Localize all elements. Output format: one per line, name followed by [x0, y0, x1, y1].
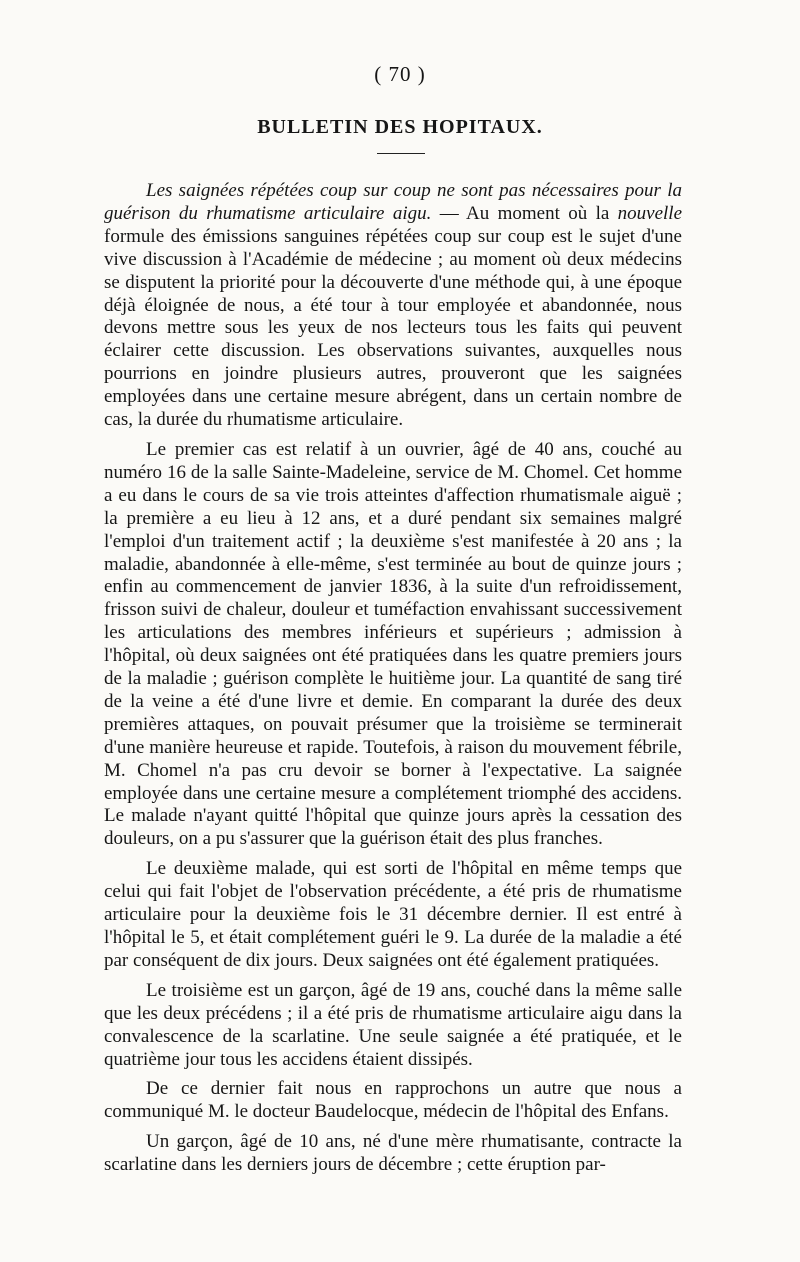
article-lead-title: Les saignées répétées coup sur coup ne sont pas nécessaires pour la guérison du rhumatisme articulaire aigu. — [104, 180, 682, 224]
paragraph-1-emphasis: nouvelle — [617, 202, 682, 224]
paragraph-1-text: formule des émissions sanguines répétées coup sur coup est le sujet d'une vive discussion à l'Académie de médecine ; au moment où deux médecins se disputent la priorité pour la découverte d'une méthode qui, à une époque déjà éloignée de nous, a été tour à tour employée et abandonnée, nous devons mettre sous les yeux de nos lecteurs tous les faits qui peuvent éclairer cette discussion. Les observations suivantes, auxquelles nous pourrions en joindre plusieurs autres, prouveront que les saignées employées dans une certaine mesure abrégent, dans un certain nombre de cas, la durée du rhumatisme articulaire. — [104, 225, 682, 431]
paragraph-4: Le troisième est un garçon, âgé de 19 ans, couché dans la même salle que les deux précédens ; il a été pris de rhumatisme articulaire aigu dans la convalescence de la scarlatine. Une seule saignée a été pratiquée, et le quatrième jour tous les accidens étaient dissipés. — [104, 979, 682, 1070]
page-number: ( 70 ) — [374, 62, 426, 86]
section-rule — [377, 153, 425, 154]
running-head: BULLETIN DES HOPITAUX. — [257, 116, 543, 138]
paragraph-1 — [104, 180, 682, 432]
article-body — [104, 180, 682, 1184]
paragraph-3: Le deuxième malade, qui est sorti de l'hôpital en même temps que celui qui fait l'objet de l'observation précédente, a été pris de rhumatisme articulaire pour la deuxième fois le 31 décembre dernier. Il est entré à l'hôpital le 5, et était complétement guéri le 9. La durée de la maladie a été par conséquent de dix jours. Deux saignées ont été également pratiquées. — [104, 858, 682, 971]
paragraph-6: Un garçon, âgé de 10 ans, né d'une mère rhumatisante, contracte la scarlatine dans les derniers jours de décembre ; cette éruption par- — [104, 1131, 682, 1176]
paragraph-2: Le premier cas est relatif à un ouvrier, âgé de 40 ans, couché au numéro 16 de la salle Sainte-Madeleine, service de M. Chomel. Cet homme a eu dans le cours de sa vie trois atteintes d'affection rhumatismale aiguë ; la première a eu lieu à 12 ans, et a duré pendant six semaines malgré l'emploi d'un traitement actif ; la deuxième s'est manifestée à 20 ans ; la maladie, abandonnée à elle-même, s'est terminée au bout de quinze jours ; enfin au commencement de janvier 1836, à la suite d'un refroidissement, frisson suivi de chaleur, douleur et tuméfaction envahissant successivement les articulations des membres inférieurs et supérieurs ; admission à l'hôpital, où deux saignées ont été pratiquées dans les quatre premiers jours de la maladie ; guérison complète le huitième jour. La quantité de sang tiré de la veine a été d'une livre et demie. En comparant la durée des deux premières attaques, on pouvait présumer que la troisième se terminerait d'une manière heureuse et rapide. Toutefois, à raison du mouvement fébrile, M. Chomel n'a pas cru devoir se borner à l'expectative. La saignée employée dans une certaine mesure a complétement triomphé des accidens. Le malade n'ayant quitté l'hôpital que quinze jours après la cessation des douleurs, on a pu s'assurer que la guérison était des plus franches. — [104, 438, 682, 850]
paragraph-1-dash: — Au moment où la — [431, 202, 618, 224]
paragraph-5: De ce dernier fait nous en rapprochons un autre que nous a communiqué M. le docteur Baudelocque, médecin de l'hôpital des Enfans. — [104, 1078, 682, 1123]
